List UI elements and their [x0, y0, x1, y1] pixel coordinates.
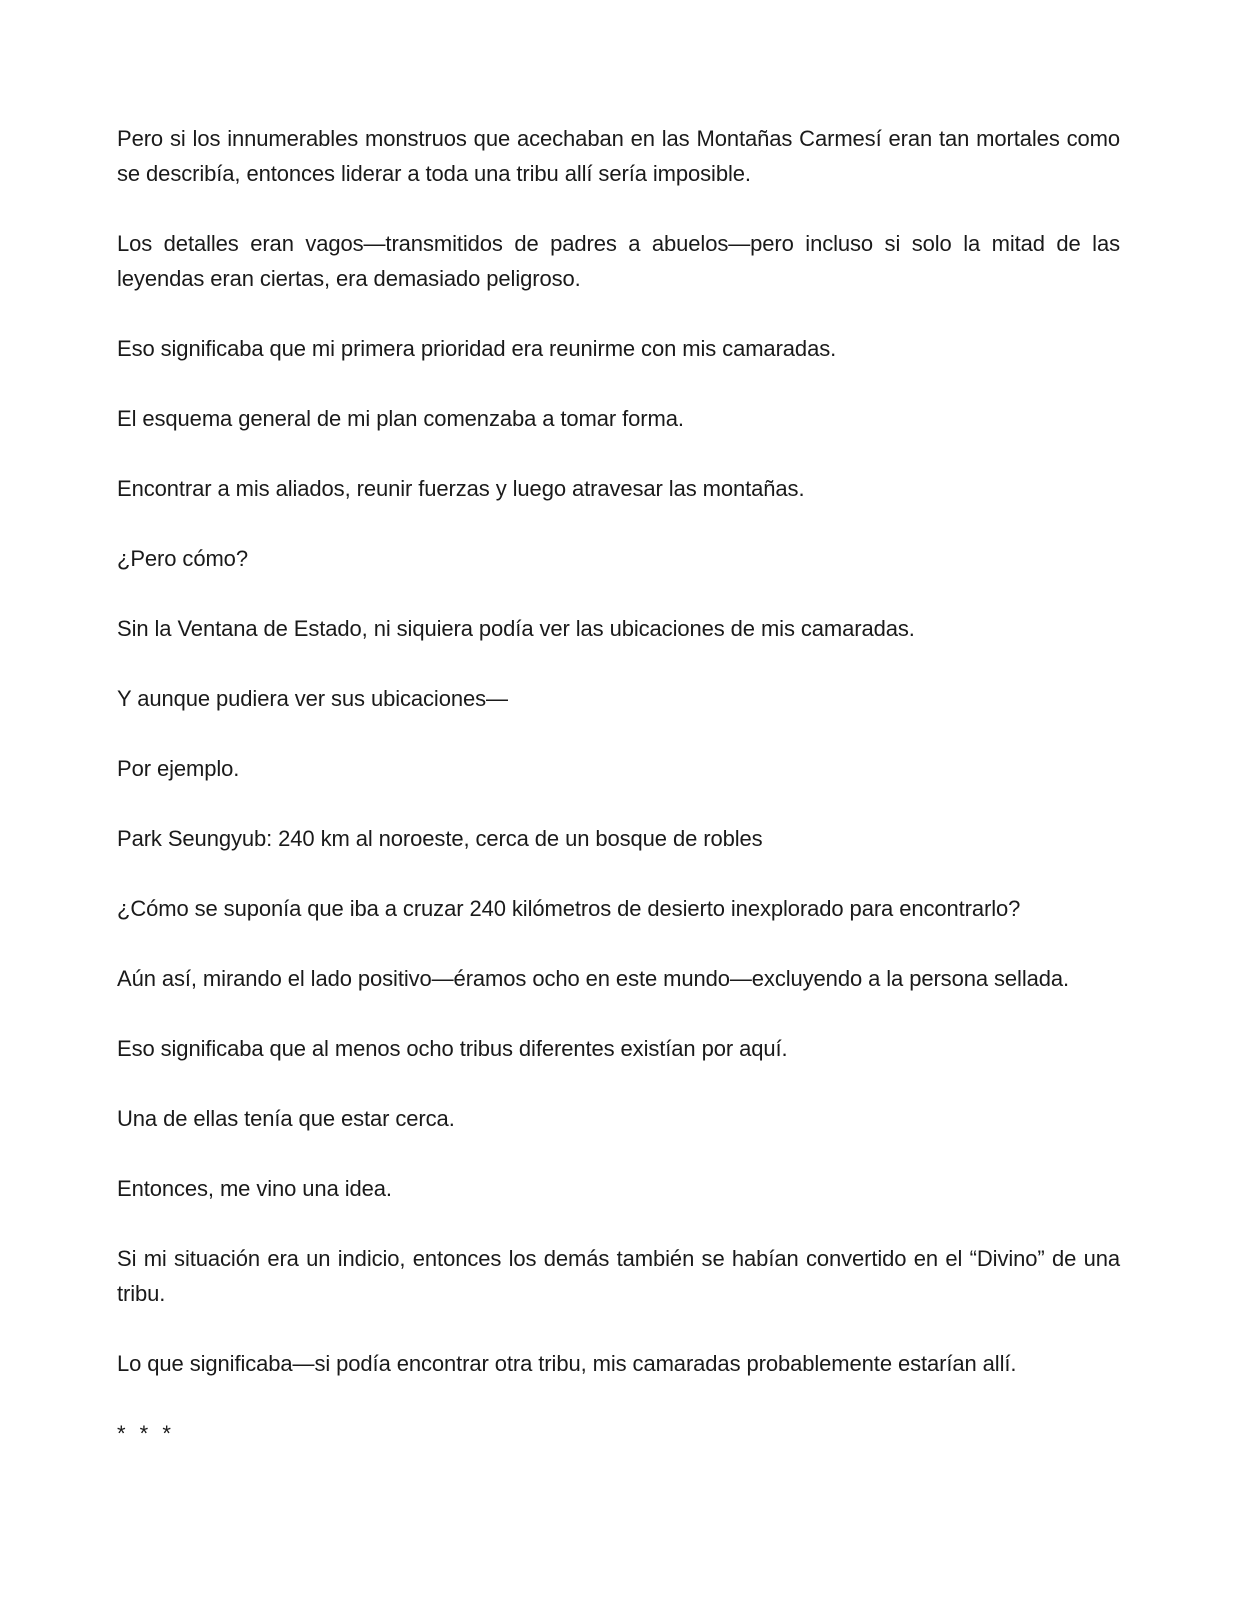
paragraph-10: Park Seungyub: 240 km al noroeste, cerca de un bosque de robles	[117, 826, 763, 851]
paragraph-11: ¿Cómo se suponía que iba a cruzar 240 kilómetros de desierto inexplorado para encontrarlo?	[117, 896, 1021, 921]
scene-separator: * * *	[117, 1421, 175, 1446]
paragraph-17: Lo que significaba—si podía encontrar otra tribu, mis camaradas probablemente estarían allí.	[117, 1351, 1017, 1376]
paragraph-5: Encontrar a mis aliados, reunir fuerzas y luego atravesar las montañas.	[117, 476, 805, 501]
paragraph-3: Eso significaba que mi primera prioridad era reunirme con mis camaradas.	[117, 336, 837, 361]
paragraph-1: Pero si los innumerables monstruos que acechaban en las Montañas Carmesí eran tan mortales como se describía, entonces liderar a toda una tribu allí sería imposible.	[117, 126, 1120, 186]
paragraph-14: Una de ellas tenía que estar cerca.	[117, 1106, 455, 1131]
paragraph-8: Y aunque pudiera ver sus ubicaciones—	[117, 686, 508, 711]
paragraph-2: Los detalles eran vagos—transmitidos de padres a abuelos—pero incluso si solo la mitad de las leyendas eran ciertas, era demasiado peligroso.	[117, 231, 1120, 291]
paragraph-16: Si mi situación era un indicio, entonces los demás también se habían convertido en el “Divino” de una tribu.	[117, 1246, 1120, 1306]
paragraph-13: Eso significaba que al menos ocho tribus diferentes existían por aquí.	[117, 1036, 788, 1061]
paragraph-6: ¿Pero cómo?	[117, 546, 248, 571]
paragraph-15: Entonces, me vino una idea.	[117, 1176, 392, 1201]
paragraph-7: Sin la Ventana de Estado, ni siquiera podía ver las ubicaciones de mis camaradas.	[117, 616, 915, 641]
paragraph-9: Por ejemplo.	[117, 756, 240, 781]
paragraph-4: El esquema general de mi plan comenzaba a tomar forma.	[117, 406, 684, 431]
paragraph-12: Aún así, mirando el lado positivo—éramos ocho en este mundo—excluyendo a la persona sellada.	[117, 966, 1070, 991]
